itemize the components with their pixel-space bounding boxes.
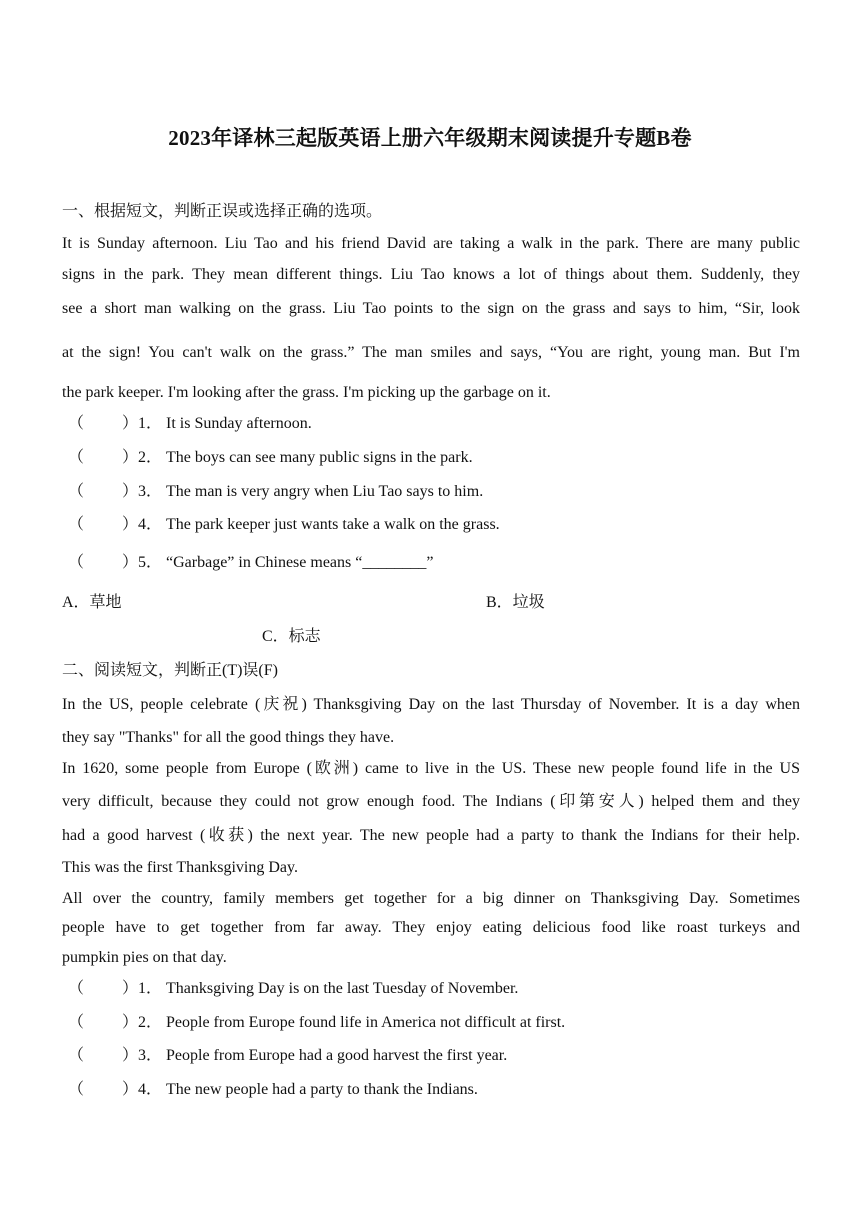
passage1-line-2: signs in the park. They mean different things. Liu Tao knows a lot of things about them. Suddenly, they: [62, 266, 800, 283]
passage1-line-1: It is Sunday afternoon. Liu Tao and his friend David are taking a walk in the park. There are many public: [62, 235, 800, 252]
answer-paren-right: ）: [122, 415, 139, 432]
passage1-line-4: at the sign! You can't walk on the grass.” The man smiles and says, “You are right, young man. But I'm: [62, 344, 800, 361]
answer-paren-right: ）: [122, 1081, 139, 1098]
answer-paren-left: （: [68, 449, 85, 466]
passage2-line-3: In 1620, some people from Europe (欧洲) came to live in the US. These new people found life in the US: [62, 760, 800, 777]
answer-paren-right: ）: [122, 483, 139, 500]
answer-paren-left: （: [68, 483, 85, 500]
question-text: “Garbage” in Chinese means “________”: [166, 554, 434, 571]
answer-paren-right: ）: [122, 554, 139, 571]
question-number: 1．: [138, 980, 163, 997]
answer-paren-right: ）: [122, 1047, 139, 1064]
answer-paren-right: ）: [122, 516, 139, 533]
passage1-line-5: the park keeper. I'm looking after the grass. I'm picking up the garbage on it.: [62, 384, 551, 401]
question-number: 2．: [138, 449, 163, 466]
question-text: The man is very angry when Liu Tao says to him.: [166, 483, 484, 500]
passage1-line-3: see a short man walking on the grass. Liu Tao points to the sign on the grass and says to him, “Sir, look: [62, 300, 800, 317]
answer-paren-left: （: [68, 1081, 85, 1098]
question-text: The boys can see many public signs in the park.: [166, 449, 473, 466]
option-a: A．草地: [62, 594, 122, 611]
passage2-line-8: people have to get together from far away. They enjoy eating delicious food like roast turkeys and: [62, 919, 800, 936]
question-text: It is Sunday afternoon.: [166, 415, 312, 432]
passage2-line-6: This was the first Thanksgiving Day.: [62, 859, 298, 876]
question-text: The park keeper just wants take a walk on the grass.: [166, 516, 500, 533]
section2-heading: 二、阅读短文，判断正(T)误(F): [62, 662, 278, 679]
question-text: The new people had a party to thank the Indians.: [166, 1081, 478, 1098]
question-number: 1．: [138, 415, 163, 432]
question-number: 2．: [138, 1014, 163, 1031]
passage2-line-9: pumpkin pies on that day.: [62, 949, 227, 966]
question-number: 3．: [138, 1047, 163, 1064]
passage2-line-1: In the US, people celebrate (庆祝) Thanksgiving Day on the last Thursday of November. It is a day when: [62, 696, 800, 713]
passage2-line-2: they say "Thanks" for all the good things they have.: [62, 729, 395, 746]
passage2-line-5: had a good harvest (收获) the next year. The new people had a party to thank the Indians for their help.: [62, 827, 800, 844]
question-number: 4．: [138, 1081, 163, 1098]
passage2-line-4: very difficult, because they could not grow enough food. The Indians (印第安人) helped them and they: [62, 793, 800, 810]
question-text: People from Europe found life in America not difficult at first.: [166, 1014, 566, 1031]
question-number: 5．: [138, 554, 163, 571]
answer-paren-right: ）: [122, 980, 139, 997]
answer-paren-left: （: [68, 554, 85, 571]
answer-paren-left: （: [68, 1014, 85, 1031]
option-b: B．垃圾: [486, 594, 545, 611]
page-title: 2023年译林三起版英语上册六年级期末阅读提升专题B卷: [168, 126, 692, 150]
question-text: Thanksgiving Day is on the last Tuesday of November.: [166, 980, 519, 997]
section1-heading: 一、根据短文，判断正误或选择正确的选项。: [62, 203, 383, 220]
question-number: 3．: [138, 483, 163, 500]
answer-paren-left: （: [68, 980, 85, 997]
answer-paren-right: ）: [122, 1014, 139, 1031]
answer-paren-left: （: [68, 1047, 85, 1064]
answer-paren-left: （: [68, 415, 85, 432]
question-text: People from Europe had a good harvest the first year.: [166, 1047, 508, 1064]
option-c: C．标志: [262, 628, 321, 645]
question-number: 4．: [138, 516, 163, 533]
passage2-line-7: All over the country, family members get together for a big dinner on Thanksgiving Day. Sometimes: [62, 890, 800, 907]
answer-paren-right: ）: [122, 449, 139, 466]
answer-paren-left: （: [68, 516, 85, 533]
